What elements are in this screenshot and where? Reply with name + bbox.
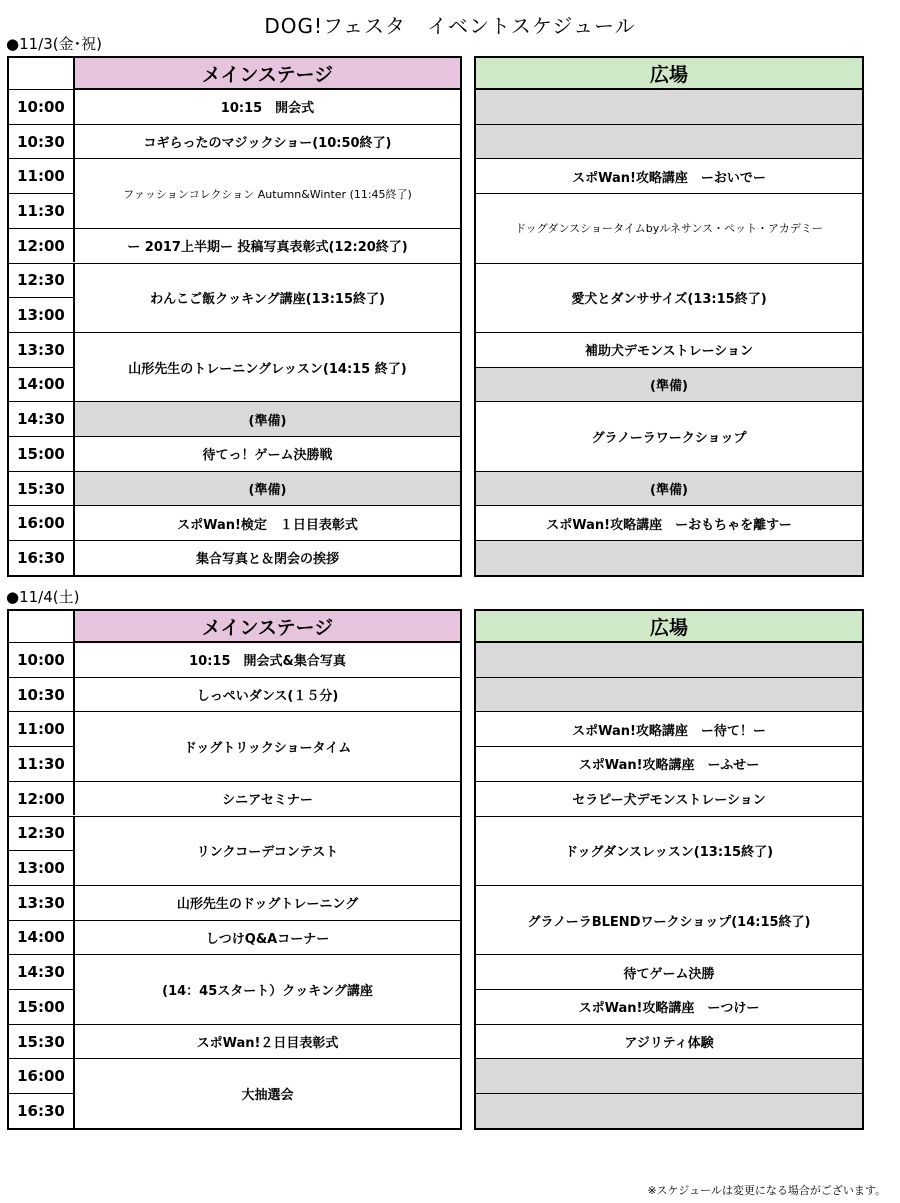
plaza-event: 愛犬とダンササイズ(13:15終了) [476,263,862,332]
day-label-1: ●11/3(金･祝) [6,35,102,53]
time-slot: 16:30 [9,540,74,575]
main-stage-event: (14：45スタート）クッキング講座 [74,954,460,1023]
plaza-event: スポWan!攻略講座 ーふせー [476,746,862,781]
time-slot: 16:00 [9,505,74,540]
main-stage-event: 山形先生のトレーニングレッスン(14:15 終了) [74,332,460,401]
main-stage-event: 待てっ！ゲーム決勝戦 [74,436,460,471]
plaza-empty-slot [476,1058,862,1093]
main-stage-event: リンクコーデコンテスト [74,816,460,885]
time-slot: 10:00 [9,642,74,677]
time-slot: 16:30 [9,1093,74,1128]
plaza-event: スポWan!攻略講座 ー待て！ー [476,711,862,746]
plaza-empty-slot [476,642,862,677]
plaza-event: セラピー犬デモンストレーション [476,781,862,816]
time-slot: 12:30 [9,816,74,851]
time-slot: 13:00 [9,297,74,332]
plaza-event: 待てゲーム決勝 [476,954,862,989]
time-slot: 11:00 [9,711,74,746]
time-slot: 12:00 [9,781,74,816]
time-slot: 15:30 [9,471,74,506]
time-slot: 10:30 [9,124,74,159]
main-stage-event: 山形先生のドッグトレーニング [74,885,460,920]
main-stage-event: ー 2017上半期ー 投稿写真表彰式(12:20終了) [74,228,460,263]
main-stage-event: わんこご飯クッキング講座(13:15終了) [74,263,460,332]
time-slot: 15:30 [9,1024,74,1059]
day-label-2: ●11/4(土) [6,588,80,606]
plaza-event: スポWan!攻略講座 ーおいでー [476,158,862,193]
time-header-blank [9,58,74,89]
time-slot: 10:00 [9,89,74,124]
plaza-event: 補助犬デモンストレーション [476,332,862,367]
time-slot: 12:30 [9,263,74,298]
plaza-event: (準備) [476,471,862,506]
main-stage-event: (準備) [74,401,460,436]
plaza-empty-slot [476,540,862,575]
time-slot: 14:30 [9,401,74,436]
main-stage-event: しっぺいダンス(１５分) [74,677,460,712]
time-slot: 12:00 [9,228,74,263]
main-stage-event: ドッグトリックショータイム [74,711,460,780]
main-stage-event: 大抽選会 [74,1058,460,1127]
time-slot: 14:30 [9,954,74,989]
time-slot: 10:30 [9,677,74,712]
time-slot: 16:00 [9,1058,74,1093]
main-stage-event: スポWan!２日目表彰式 [74,1024,460,1059]
main-stage-event: シニアセミナー [74,781,460,816]
plaza-event: アジリティ体験 [476,1024,862,1059]
plaza-event: ドッグダンスショータイムbyルネサンス・ペット・アカデミー [476,193,862,262]
time-slot: 15:00 [9,436,74,471]
main-stage-event: 10:15 開会式 [74,89,460,124]
time-slot: 14:00 [9,920,74,955]
main-stage-event: 集合写真と＆閉会の挨拶 [74,540,460,575]
time-slot: 11:30 [9,746,74,781]
time-slot: 13:30 [9,332,74,367]
main-stage-header: メインステージ [74,58,460,89]
main-stage-event: しつけQ&Aコーナー [74,920,460,955]
time-slot: 14:00 [9,367,74,402]
page-title: DOG!フェスタ イベントスケジュール [264,14,636,38]
plaza-event: スポWan!攻略講座 ーつけー [476,989,862,1024]
main-stage-event: スポWan!検定 １日目表彰式 [74,505,460,540]
time-slot: 13:00 [9,850,74,885]
main-stage-header: メインステージ [74,611,460,642]
main-stage-event: ファッションコレクション Autumn&Winter (11:45終了) [74,158,460,227]
time-slot: 13:30 [9,885,74,920]
main-stage-event: 10:15 開会式&集合写真 [74,642,460,677]
plaza-event: グラノーラワークショップ [476,401,862,470]
plaza-empty-slot [476,677,862,712]
plaza-event: ドッグダンスレッスン(13:15終了) [476,816,862,885]
plaza-event: (準備) [476,367,862,402]
main-stage-event: (準備) [74,471,460,506]
plaza-header: 広場 [476,611,862,642]
plaza-event: グラノーラBLENDワークショップ(14:15終了) [476,885,862,954]
main-stage-event: コギらったのマジックショー(10:50終了) [74,124,460,159]
plaza-empty-slot [476,89,862,124]
plaza-empty-slot [476,1093,862,1128]
plaza-header: 広場 [476,58,862,89]
plaza-empty-slot [476,124,862,159]
time-slot: 15:00 [9,989,74,1024]
plaza-event: スポWan!攻略講座 ーおもちゃを離すー [476,505,862,540]
time-slot: 11:00 [9,158,74,193]
footer-note: ※スケジュールは変更になる場合がございます。 [647,1184,886,1197]
time-header-blank [9,611,74,642]
time-slot: 11:30 [9,193,74,228]
